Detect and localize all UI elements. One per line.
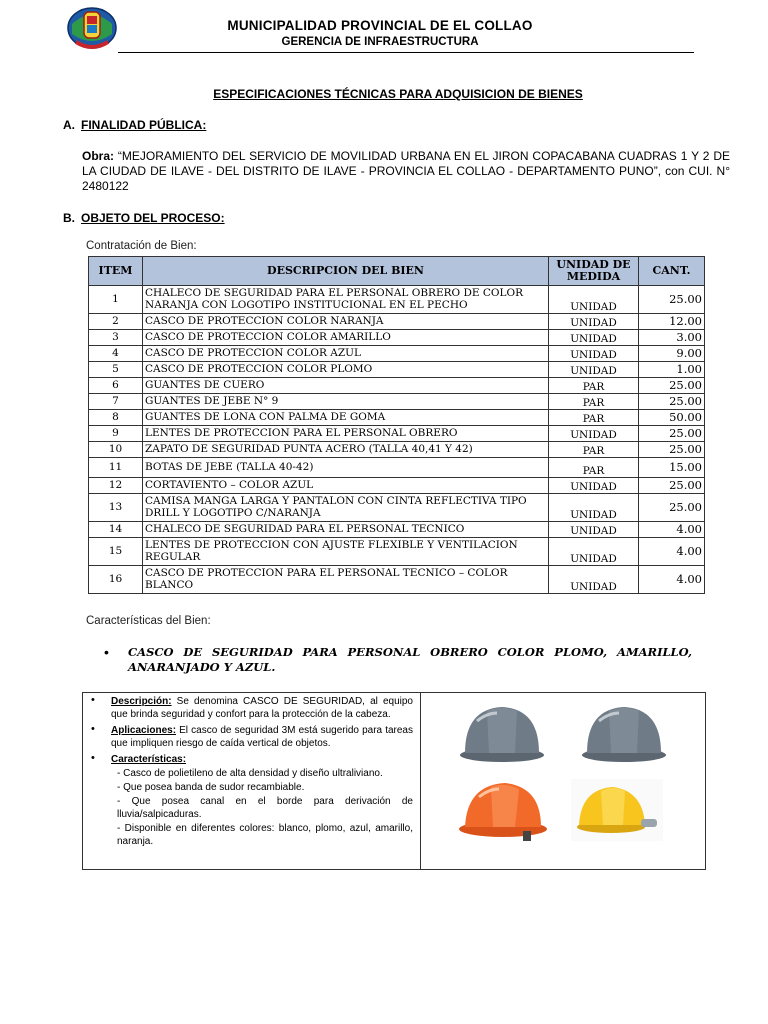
cell-item: 15	[89, 538, 143, 566]
obra-text: “MEJORAMIENTO DEL SERVICIO DE MOVILIDAD URBANA EN EL JIRON COPACABANA CUADRAS 1 Y 2 DE LA CIUDAD DE ILAVE - DEL DISTRITO DE ILAVE - PROVINCIA EL COLLAO - DEPARTAMENTO PUNO”, con CUI. N° 2480122	[82, 149, 730, 193]
product-heading: CASCO DE SEGURIDAD PARA PERSONAL OBRERO COLOR PLOMO, AMARILLO, ANARANJADO Y AZUL.	[128, 645, 692, 674]
helmet-images-panel	[421, 693, 705, 869]
bullet-icon: •	[91, 752, 95, 764]
section-a-title: FINALIDAD PÚBLICA:	[81, 118, 207, 132]
cell-description: ZAPATO DE SEGURIDAD PUNTA ACERO (TALLA 40,41 Y 42)	[143, 442, 549, 458]
table-row	[89, 286, 705, 314]
bullet-icon: •	[104, 644, 109, 660]
cell-quantity: 12.00	[639, 314, 705, 330]
cell-description: CASCO DE PROTECCION PARA EL PERSONAL TECNICO – COLOR BLANCO	[143, 566, 549, 594]
table-row	[89, 458, 705, 478]
table-row	[89, 426, 705, 442]
contract-label: Contratación de Bien:	[86, 240, 197, 252]
spec-applications	[111, 724, 413, 750]
items-table	[88, 256, 705, 594]
cell-description: CORTAVIENTO – COLOR AZUL	[143, 478, 549, 494]
cell-quantity: 3.00	[639, 330, 705, 346]
org-name: MUNICIPALIDAD PROVINCIAL DE EL COLLAO	[227, 18, 533, 33]
applications-label: Aplicaciones:	[111, 725, 177, 736]
department-name: GERENCIA DE INFRAESTRUCTURA	[281, 36, 479, 48]
table-row	[89, 494, 705, 522]
cell-quantity: 25.00	[639, 426, 705, 442]
spec-text-panel	[83, 693, 421, 869]
yellow-helmet-icon	[571, 779, 663, 841]
cell-quantity: 25.00	[639, 394, 705, 410]
gray-helmet-icon	[457, 701, 547, 767]
characteristic-item: - Disponible en diferentes colores: blanco, plomo, azul, amarillo, naranja.	[117, 823, 413, 847]
document-title: ESPECIFICACIONES TÉCNICAS PARA ADQUISICION DE BIENES	[213, 87, 583, 101]
cell-unit: UNIDAD	[549, 522, 639, 538]
header-unit: UNIDAD DE MEDIDA	[549, 257, 639, 286]
spec-characteristics-label	[111, 753, 413, 766]
cell-item: 5	[89, 362, 143, 378]
cell-unit: UNIDAD	[549, 426, 639, 442]
cell-unit: UNIDAD	[549, 478, 639, 494]
characteristics-label: Características del Bien:	[86, 615, 211, 627]
cell-item: 12	[89, 478, 143, 494]
cell-quantity: 25.00	[639, 494, 705, 522]
cell-unit: PAR	[549, 394, 639, 410]
cell-description: BOTAS DE JEBE (TALLA 40-42)	[143, 458, 549, 478]
header-divider	[118, 52, 694, 53]
section-b-letter: B.	[63, 211, 75, 225]
cell-description: CAMISA MANGA LARGA Y PANTALON CON CINTA REFLECTIVA TIPO DRILL Y LOGOTIPO C/NARANJA	[143, 494, 549, 522]
cell-quantity: 4.00	[639, 522, 705, 538]
table-row	[89, 362, 705, 378]
table-header-row	[89, 257, 705, 286]
cell-item: 4	[89, 346, 143, 362]
cell-unit: UNIDAD	[549, 346, 639, 362]
cell-description: GUANTES DE CUERO	[143, 378, 549, 394]
spec-box	[82, 692, 706, 870]
cell-quantity: 4.00	[639, 538, 705, 566]
cell-description: LENTES DE PROTECCION CON AJUSTE FLEXIBLE Y VENTILACION REGULAR	[143, 538, 549, 566]
cell-item: 14	[89, 522, 143, 538]
cell-quantity: 25.00	[639, 378, 705, 394]
table-row	[89, 538, 705, 566]
section-b-title: OBJETO DEL PROCESO:	[81, 211, 225, 225]
table-row	[89, 330, 705, 346]
gray-helmet-icon	[579, 701, 669, 767]
table-row	[89, 346, 705, 362]
cell-item: 8	[89, 410, 143, 426]
cell-item: 7	[89, 394, 143, 410]
table-row	[89, 394, 705, 410]
cell-quantity: 15.00	[639, 458, 705, 478]
characteristic-item: - Que posea banda de sudor recambiable.	[117, 782, 305, 793]
cell-unit: UNIDAD	[549, 362, 639, 378]
header-quantity: CANT.	[639, 257, 705, 286]
cell-unit: UNIDAD	[549, 314, 639, 330]
cell-item: 3	[89, 330, 143, 346]
cell-item: 2	[89, 314, 143, 330]
cell-item: 11	[89, 458, 143, 478]
table-row	[89, 478, 705, 494]
cell-item: 13	[89, 494, 143, 522]
header-item: ITEM	[89, 257, 143, 286]
cell-quantity: 25.00	[639, 478, 705, 494]
table-row	[89, 522, 705, 538]
section-a-letter: A.	[63, 118, 75, 132]
table-row	[89, 566, 705, 594]
cell-quantity: 1.00	[639, 362, 705, 378]
cell-quantity: 4.00	[639, 566, 705, 594]
cell-unit: UNIDAD	[549, 566, 639, 594]
orange-helmet-icon	[457, 777, 549, 845]
cell-item: 1	[89, 286, 143, 314]
applications-text: El casco de seguridad 3M está sugerido para tareas que impliquen riesgo de caída vertical de objetos.	[111, 725, 413, 749]
cell-quantity: 50.00	[639, 410, 705, 426]
table-row	[89, 314, 705, 330]
characteristic-item: - Que posea canal en el borde para derivación de lluvia/salpicaduras.	[117, 796, 413, 820]
cell-description: CASCO DE PROTECCION COLOR AMARILLO	[143, 330, 549, 346]
cell-unit: UNIDAD	[549, 538, 639, 566]
table-row	[89, 378, 705, 394]
cell-description: CHALECO DE SEGURIDAD PARA EL PERSONAL OBRERO DE COLOR NARANJA CON LOGOTIPO INSTITUCIONAL EN EL PECHO	[143, 286, 549, 314]
header-description: DESCRIPCION DEL BIEN	[143, 257, 549, 286]
cell-description: CASCO DE PROTECCION COLOR NARANJA	[143, 314, 549, 330]
cell-unit: PAR	[549, 458, 639, 478]
cell-unit: PAR	[549, 378, 639, 394]
cell-item: 6	[89, 378, 143, 394]
description-text: Se denomina CASCO DE SEGURIDAD, al equipo que brinda seguridad y confort para la protección de la cabeza.	[111, 696, 413, 720]
cell-unit: PAR	[549, 410, 639, 426]
cell-quantity: 9.00	[639, 346, 705, 362]
cell-item: 16	[89, 566, 143, 594]
cell-quantity: 25.00	[639, 442, 705, 458]
cell-description: CHALECO DE SEGURIDAD PARA EL PERSONAL TECNICO	[143, 522, 549, 538]
cell-unit: UNIDAD	[549, 330, 639, 346]
cell-unit: PAR	[549, 442, 639, 458]
obra-paragraph	[82, 149, 730, 194]
table-row	[89, 410, 705, 426]
cell-description: GUANTES DE JEBE N° 9	[143, 394, 549, 410]
cell-description: CASCO DE PROTECCION COLOR AZUL	[143, 346, 549, 362]
cell-item: 9	[89, 426, 143, 442]
description-label: Descripción:	[111, 696, 172, 707]
bullet-icon: •	[91, 694, 95, 706]
bullet-icon: •	[91, 723, 95, 735]
cell-item: 10	[89, 442, 143, 458]
cell-unit: UNIDAD	[549, 286, 639, 314]
characteristic-item: - Casco de polietileno de alta densidad y diseño ultraliviano.	[117, 768, 383, 779]
cell-description: LENTES DE PROTECCION PARA EL PERSONAL OBRERO	[143, 426, 549, 442]
characteristics-title: Características:	[111, 754, 187, 765]
cell-unit: UNIDAD	[549, 494, 639, 522]
spec-description	[111, 695, 413, 721]
obra-label: Obra:	[82, 149, 115, 163]
table-row	[89, 442, 705, 458]
cell-description: CASCO DE PROTECCION COLOR PLOMO	[143, 362, 549, 378]
section-a-heading	[63, 118, 206, 132]
section-b-heading	[63, 211, 225, 225]
cell-quantity: 25.00	[639, 286, 705, 314]
cell-description: GUANTES DE LONA CON PALMA DE GOMA	[143, 410, 549, 426]
